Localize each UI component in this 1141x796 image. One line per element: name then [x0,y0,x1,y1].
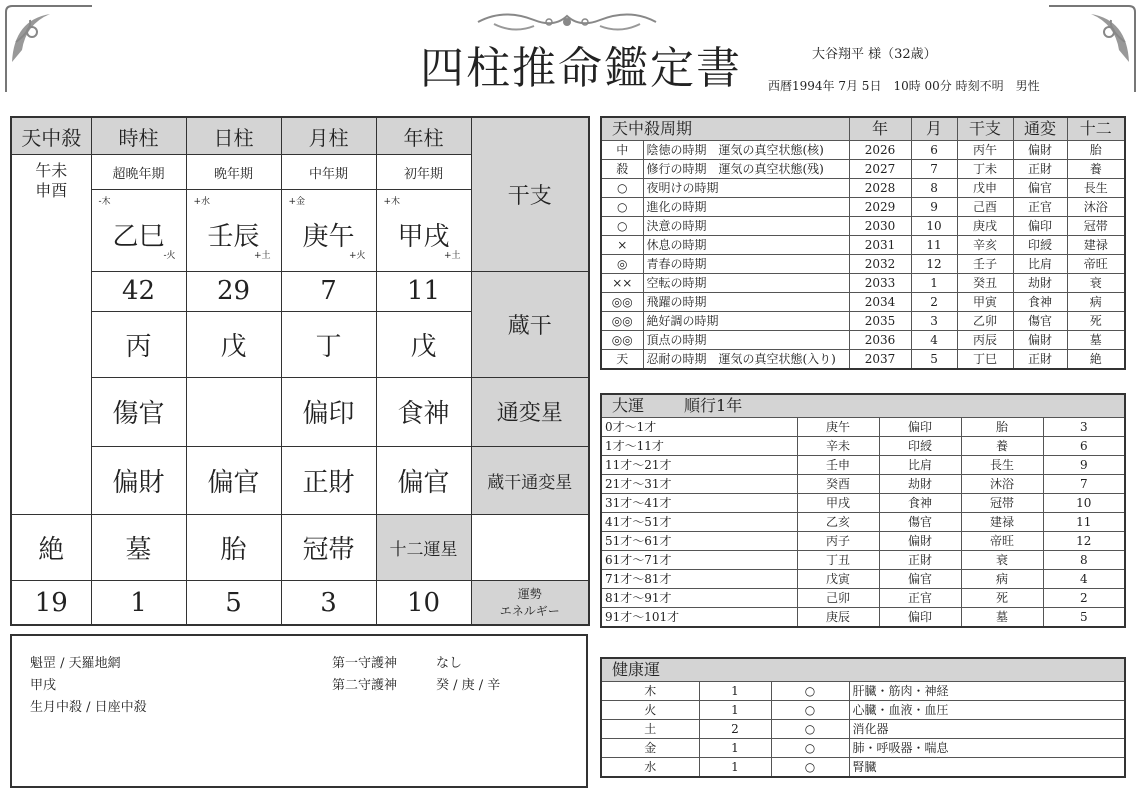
taiun-kanshi-cell: 庚午 [797,418,879,437]
tp-header-month: 月 [911,117,957,141]
kanshi-hour-branch-element: -火 [163,250,176,261]
tp-period-cell: 空転の時期 [643,274,849,293]
tp-period-cell: 進化の時期 [643,198,849,217]
taiun-energy-cell: 11 [1043,513,1125,532]
tp-header-year: 年 [849,117,911,141]
tp-period-cell: 頂点の時期 [643,331,849,350]
period-hour: 超晩年期 [91,155,186,190]
taiun-kanshi-cell: 甲戌 [797,494,879,513]
zokan-tsuhen-day: 偏官 [186,446,281,514]
kanshi-month-branch-element: +火 [348,250,366,261]
page-title: 四柱推命鑑定書 [420,43,742,94]
tp-tsuhen-cell: 食神 [1013,293,1067,312]
kanshi-year-value: 甲戌 [397,222,450,253]
tp-year-cell: 2031 [849,236,911,255]
guard2-value: 癸 / 庚 / 辛 [436,678,501,693]
tp-juni-cell: 長生 [1067,179,1125,198]
kanshi-year-stem-element: +木 [383,197,401,208]
tp-year-cell: 2026 [849,141,911,160]
taiun-juni-cell: 養 [961,437,1043,456]
tp-mark-cell: ○ [601,198,643,217]
energy-year: 10 [376,581,471,625]
tp-juni-cell: 胎 [1067,141,1125,160]
tp-mark-cell: 中 [601,141,643,160]
taiun-energy-cell: 4 [1043,570,1125,589]
taiun-kanshi-cell: 乙亥 [797,513,879,532]
period-year: 初年期 [376,155,471,190]
tp-mark-cell: × [601,236,643,255]
taiun-age-cell: 81才～91才 [601,589,797,608]
health-mark-cell: ○ [771,720,849,739]
tp-month-cell: 9 [911,198,957,217]
tp-year-cell: 2027 [849,160,911,179]
tp-month-cell: 2 [911,293,957,312]
taiun-tsuhen-cell: 印綬 [879,437,961,456]
note-line-2: 甲戌 [30,678,57,693]
kanshi-year [376,190,471,271]
taiun-header [601,394,1125,418]
tp-tsuhen-cell: 正財 [1013,160,1067,179]
taiun-age-cell: 41才～51才 [601,513,797,532]
taiun-age-cell: 91才～101才 [601,608,797,628]
taiun-tsuhen-cell: 正官 [879,589,961,608]
tp-juni-cell: 冠帯 [1067,217,1125,236]
kanshi-hour [91,190,186,271]
header-day-pillar: 日柱 [186,117,281,155]
tp-month-cell: 3 [911,312,957,331]
health-count-cell: 1 [699,758,771,778]
taiun-subtitle: 順行1年 [684,396,743,415]
taiun-age-cell: 1才～11才 [601,437,797,456]
taiun-row [601,570,1125,589]
juni-year: 冠帯 [281,514,376,580]
health-row [601,701,1125,720]
taiun-tsuhen-cell: 偏財 [879,532,961,551]
health-organs-cell: 腎臓 [849,758,1125,778]
label-kanshi: 干支 [471,117,589,271]
tp-year-cell: 2035 [849,312,911,331]
tsuhen-month: 偏印 [281,378,376,446]
tp-tsuhen-cell: 偏財 [1013,331,1067,350]
kanshi-hour-value: 乙巳 [112,222,165,253]
taiun-kanshi-cell: 己卯 [797,589,879,608]
tenchusatsu-period-row [601,198,1125,217]
tenchusatsu-period-row [601,179,1125,198]
taiun-juni-cell: 墓 [961,608,1043,628]
tp-month-cell: 5 [911,350,957,370]
pillars-header-row [11,117,589,155]
tp-kanshi-cell: 辛亥 [957,236,1013,255]
zokan-tsuhen-year: 偏官 [376,446,471,514]
tp-kanshi-cell: 己酉 [957,198,1013,217]
health-count-cell: 1 [699,739,771,758]
health-element-cell: 火 [601,701,699,720]
tp-kanshi-cell: 丙午 [957,141,1013,160]
taiun-juni-cell: 冠帯 [961,494,1043,513]
tp-tsuhen-cell: 正財 [1013,350,1067,370]
tp-tsuhen-cell: 偏官 [1013,179,1067,198]
tp-tsuhen-cell: 正官 [1013,198,1067,217]
health-organs-cell: 肝臓・筋肉・神経 [849,682,1125,701]
tenchusatsu-period-row [601,331,1125,350]
energy-hour: 1 [91,581,186,625]
taiun-row [601,608,1125,628]
health-element-cell: 金 [601,739,699,758]
tp-kanshi-cell: 戊申 [957,179,1013,198]
taiun-row [601,437,1125,456]
tenchusatsu-value: 午未 申酉 [11,155,91,515]
tp-month-cell: 4 [911,331,957,350]
taiun-table [600,393,1126,628]
tp-mark-cell: ○ [601,179,643,198]
health-element-cell: 水 [601,758,699,778]
tp-juni-cell: 死 [1067,312,1125,331]
taiun-kanshi-cell: 戊寅 [797,570,879,589]
health-mark-cell: ○ [771,739,849,758]
tp-kanshi-cell: 甲寅 [957,293,1013,312]
number-hour: 42 [91,271,186,311]
tp-juni-cell: 墓 [1067,331,1125,350]
tenchusatsu-period-row [601,274,1125,293]
label-energy-line2: エネルギー [499,603,560,618]
health-element-cell: 土 [601,720,699,739]
juni-month: 胎 [186,514,281,580]
health-title: 健康運 [601,658,1125,682]
tenchusatsu-period-row [601,293,1125,312]
tp-period-cell: 休息の時期 [643,236,849,255]
tenchusatsu-period-row [601,160,1125,179]
taiun-juni-cell: 建禄 [961,513,1043,532]
tp-header-title: 天中殺周期 [601,117,849,141]
tp-kanshi-cell: 乙卯 [957,312,1013,331]
taiun-juni-cell: 死 [961,589,1043,608]
kanshi-day-stem-element: +水 [193,197,211,208]
label-zokan-tsuhen: 蔵干通変星 [471,446,589,514]
tp-month-cell: 6 [911,141,957,160]
tp-year-cell: 2037 [849,350,911,370]
zokan-tsuhen-month: 正財 [281,446,376,514]
taiun-tsuhen-cell: 正財 [879,551,961,570]
tp-mark-cell: ◎ [601,255,643,274]
tp-mark-cell: ×× [601,274,643,293]
taiun-juni-cell: 沐浴 [961,475,1043,494]
health-row [601,720,1125,739]
tp-juni-cell: 養 [1067,160,1125,179]
kanshi-month [281,190,376,271]
label-energy-line1: 運勢 [517,586,542,601]
health-organs-cell: 消化器 [849,720,1125,739]
tp-month-cell: 7 [911,160,957,179]
guard2-label: 第二守護神 [332,678,398,693]
tenchusatsu-period-row [601,141,1125,160]
taiun-row [601,551,1125,570]
taiun-juni-cell: 長生 [961,456,1043,475]
health-count-cell: 2 [699,720,771,739]
period-month: 中年期 [281,155,376,190]
tp-kanshi-cell: 癸丑 [957,274,1013,293]
tp-kanshi-cell: 庚戌 [957,217,1013,236]
health-organs-cell: 心臓・血液・血圧 [849,701,1125,720]
kanshi-month-value: 庚午 [302,222,355,253]
zokan-day: 戊 [186,311,281,377]
tp-header-juni: 十二 [1067,117,1125,141]
tp-period-cell: 決意の時期 [643,217,849,236]
header-tenchusatsu: 天中殺 [11,117,91,155]
taiun-tsuhen-cell: 偏官 [879,570,961,589]
pillars-table [10,116,590,626]
tsuhen-day [186,378,281,446]
number-year: 11 [376,271,471,311]
taiun-row [601,475,1125,494]
tp-tsuhen-cell: 偏財 [1013,141,1067,160]
taiun-tsuhen-cell: 傷官 [879,513,961,532]
notes-box [10,634,588,788]
tp-year-cell: 2032 [849,255,911,274]
taiun-header-cell [601,394,1125,418]
taiun-juni-cell: 衰 [961,551,1043,570]
tenchusatsu-period-body [601,141,1125,370]
taiun-kanshi-cell: 庚辰 [797,608,879,628]
label-juni: 十二運星 [376,514,471,580]
health-organs-cell: 肺・呼吸器・喘息 [849,739,1125,758]
health-count-cell: 1 [699,682,771,701]
taiun-energy-cell: 7 [1043,475,1125,494]
taiun-tsuhen-cell: 偏印 [879,418,961,437]
tenchusatsu-period-row [601,236,1125,255]
tp-tsuhen-cell: 劫財 [1013,274,1067,293]
kanshi-day-branch-element: +土 [253,250,271,261]
label-energy [471,581,589,625]
taiun-age-cell: 71才～81才 [601,570,797,589]
taiun-row [601,513,1125,532]
number-month: 7 [281,271,376,311]
tp-mark-cell: ◎◎ [601,293,643,312]
tp-juni-cell: 沐浴 [1067,198,1125,217]
taiun-kanshi-cell: 癸酉 [797,475,879,494]
taiun-energy-cell: 10 [1043,494,1125,513]
tp-year-cell: 2029 [849,198,911,217]
zokan-tsuhen-hour: 偏財 [91,446,186,514]
health-mark-cell: ○ [771,701,849,720]
tp-year-cell: 2030 [849,217,911,236]
taiun-energy-cell: 5 [1043,608,1125,628]
taiun-row [601,589,1125,608]
tp-period-cell: 夜明けの時期 [643,179,849,198]
tenchusatsu-period-row [601,312,1125,331]
tp-period-cell: 絶好調の時期 [643,312,849,331]
health-mark-cell: ○ [771,682,849,701]
taiun-kanshi-cell: 壬申 [797,456,879,475]
tp-header-kanshi: 干支 [957,117,1013,141]
birth-info: 西暦1994年 7月 5日 10時 00分 時刻不明 男性 [768,79,1040,93]
tp-juni-cell: 衰 [1067,274,1125,293]
health-row [601,682,1125,701]
tenchusatsu-period-table [600,116,1126,370]
taiun-energy-cell: 12 [1043,532,1125,551]
kanshi-month-stem-element: +金 [288,197,306,208]
header-month-pillar: 月柱 [281,117,376,155]
taiun-tsuhen-cell: 比肩 [879,456,961,475]
taiun-energy-cell: 6 [1043,437,1125,456]
label-tsuhen: 通変星 [471,378,589,446]
taiun-row [601,494,1125,513]
tp-juni-cell: 建禄 [1067,236,1125,255]
zokan-hour: 丙 [91,311,186,377]
guard1-value: なし [436,656,463,671]
header-ornament [474,8,660,38]
taiun-body [601,418,1125,628]
tp-juni-cell: 病 [1067,293,1125,312]
taiun-tsuhen-cell: 食神 [879,494,961,513]
tp-mark-cell: ◎◎ [601,331,643,350]
taiun-kanshi-cell: 丁丑 [797,551,879,570]
tp-period-cell: 飛躍の時期 [643,293,849,312]
zokan-month: 丁 [281,311,376,377]
note-line-3: 生月中殺 / 日座中殺 [30,700,147,715]
taiun-kanshi-cell: 丙子 [797,532,879,551]
header-year-pillar: 年柱 [376,117,471,155]
kanshi-year-branch-element: +土 [443,250,461,261]
tp-year-cell: 2033 [849,274,911,293]
person-name: 大谷翔平 様（32歳） [812,47,937,62]
taiun-row [601,418,1125,437]
juni-day: 墓 [91,514,186,580]
zokan-year: 戊 [376,311,471,377]
energy-day: 5 [186,581,281,625]
tp-kanshi-cell: 丁巳 [957,350,1013,370]
tenchusatsu-period-row [601,217,1125,236]
health-row [601,739,1125,758]
health-body [601,682,1125,778]
tp-header-tsuhen: 通変 [1013,117,1067,141]
header-hour-pillar: 時柱 [91,117,186,155]
tp-period-cell: 陰徳の時期 運気の真空状態(核) [643,141,849,160]
tp-kanshi-cell: 丙辰 [957,331,1013,350]
note-line-1: 魁罡 / 天羅地網 [30,656,121,671]
tenchusatsu-period-header [601,117,1125,141]
tp-period-cell: 修行の時期 運気の真空状態(残) [643,160,849,179]
taiun-title: 大運 [612,396,645,415]
taiun-age-cell: 11才～21才 [601,456,797,475]
tp-month-cell: 12 [911,255,957,274]
taiun-age-cell: 61才～71才 [601,551,797,570]
taiun-row [601,456,1125,475]
health-mark-cell: ○ [771,758,849,778]
period-day: 晩年期 [186,155,281,190]
tp-mark-cell: 殺 [601,160,643,179]
health-row [601,758,1125,778]
tp-period-cell: 青春の時期 [643,255,849,274]
health-count-cell: 1 [699,701,771,720]
taiun-age-cell: 51才～61才 [601,532,797,551]
tp-month-cell: 1 [911,274,957,293]
tp-month-cell: 11 [911,236,957,255]
tp-year-cell: 2028 [849,179,911,198]
taiun-energy-cell: 3 [1043,418,1125,437]
tp-year-cell: 2034 [849,293,911,312]
tp-mark-cell: ◎◎ [601,312,643,331]
taiun-tsuhen-cell: 偏印 [879,608,961,628]
guard1-label: 第一守護神 [332,656,398,671]
number-day: 29 [186,271,281,311]
tp-mark-cell: 天 [601,350,643,370]
tp-month-cell: 8 [911,179,957,198]
tp-year-cell: 2036 [849,331,911,350]
tsuhen-year: 食神 [376,378,471,446]
taiun-juni-cell: 帝旺 [961,532,1043,551]
tp-juni-cell: 帝旺 [1067,255,1125,274]
taiun-age-cell: 21才～31才 [601,475,797,494]
taiun-juni-cell: 病 [961,570,1043,589]
tp-kanshi-cell: 丁未 [957,160,1013,179]
health-element-cell: 木 [601,682,699,701]
kanshi-day-value: 壬辰 [207,222,260,253]
tp-juni-cell: 絶 [1067,350,1125,370]
taiun-age-cell: 31才～41才 [601,494,797,513]
kanshi-hour-stem-element: -木 [98,197,111,208]
taiun-kanshi-cell: 辛未 [797,437,879,456]
taiun-row [601,532,1125,551]
health-header [601,658,1125,682]
kanshi-day [186,190,281,271]
tp-kanshi-cell: 壬子 [957,255,1013,274]
tp-period-cell: 忍耐の時期 運気の真空状態(入り) [643,350,849,370]
energy-month: 3 [281,581,376,625]
energy-total: 19 [11,581,91,625]
tp-tsuhen-cell: 偏印 [1013,217,1067,236]
tp-month-cell: 10 [911,217,957,236]
tp-tsuhen-cell: 印綬 [1013,236,1067,255]
tenchusatsu-period-row [601,350,1125,370]
tenchusatsu-period-row [601,255,1125,274]
label-zokan: 蔵干 [471,271,589,378]
taiun-energy-cell: 2 [1043,589,1125,608]
corner-ornament-top-left [2,2,97,97]
taiun-juni-cell: 胎 [961,418,1043,437]
tsuhen-hour: 傷官 [91,378,186,446]
corner-ornament-top-right [1044,2,1139,97]
tp-mark-cell: ○ [601,217,643,236]
tp-tsuhen-cell: 比肩 [1013,255,1067,274]
tp-tsuhen-cell: 傷官 [1013,312,1067,331]
taiun-energy-cell: 9 [1043,456,1125,475]
taiun-tsuhen-cell: 劫財 [879,475,961,494]
health-table [600,657,1126,778]
taiun-age-cell: 0才～1才 [601,418,797,437]
juni-hour: 絶 [11,514,91,580]
taiun-energy-cell: 8 [1043,551,1125,570]
